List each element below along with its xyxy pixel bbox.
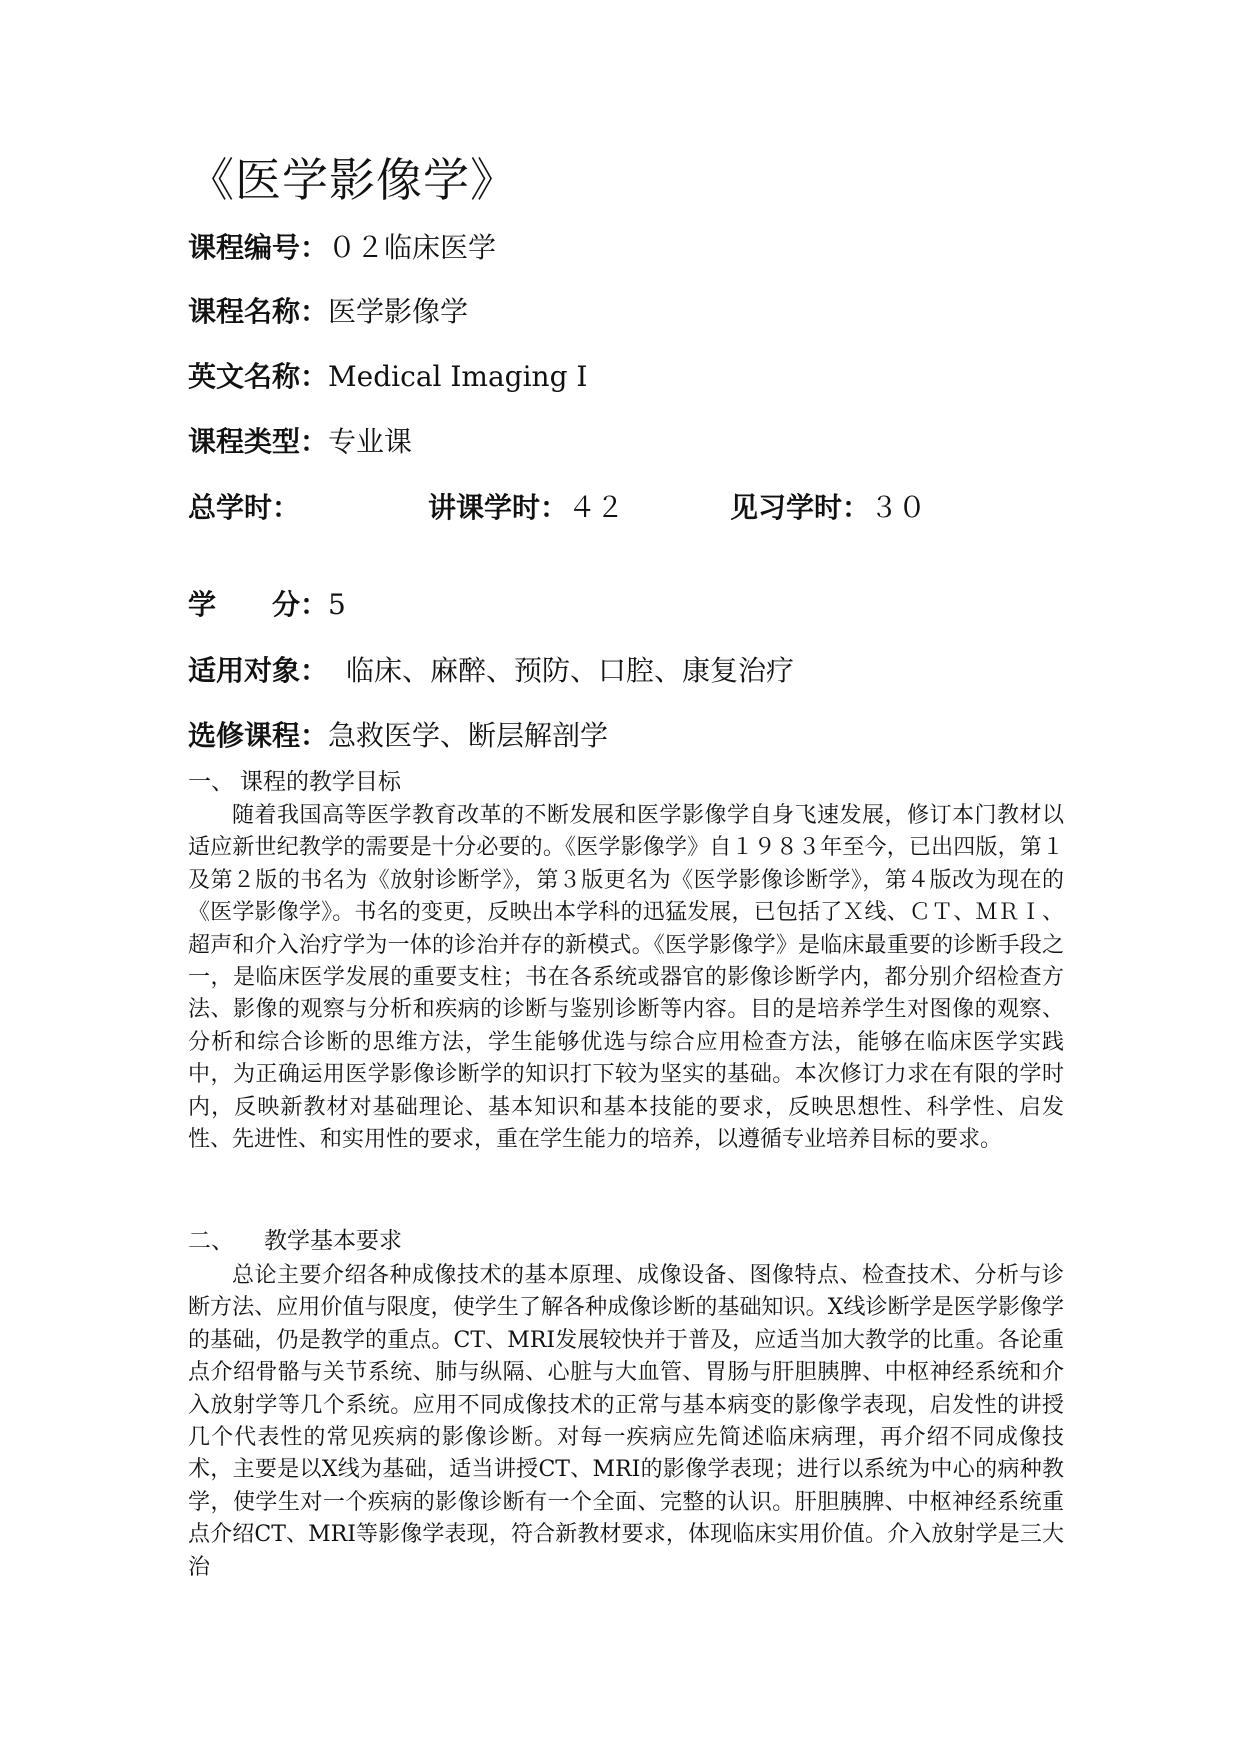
credits-label: 学 分： — [188, 588, 329, 621]
course-code-field — [188, 228, 496, 268]
audience-value: 临床、麻醉、预防、口腔、康复治疗 — [346, 654, 795, 687]
english-name-field — [188, 357, 587, 397]
section-title: 教学基本要求 — [264, 1228, 402, 1254]
practice-hours-field — [730, 488, 926, 528]
audience-label: 适用对象： — [188, 654, 329, 687]
section-heading-requirements — [188, 1225, 402, 1257]
total-hours-field — [188, 488, 300, 528]
credits-field — [188, 585, 346, 625]
course-type-field — [188, 422, 412, 462]
course-type-label: 课程类型： — [188, 425, 329, 458]
electives-label: 选修课程： — [188, 719, 329, 752]
section-heading-objectives — [188, 766, 401, 798]
english-name-label: 英文名称： — [188, 360, 329, 393]
document-title: 《医学影像学》 — [188, 153, 517, 207]
section-paragraph-requirements: 总论主要介绍各种成像技术的基本原理、成像设备、图像特点、检查技术、分析与诊断方法、应用价值与限度，使学生了解各种成像诊断的基础知识。X线诊断学是医学影像学的基础，仍是教学的重点。CT、MRI发展较快并于普及，应适当加大教学的比重。各论重点介绍骨骼与关节系统、肺与纵隔、心脏与大血管、胃肠与肝胆胰脾、中枢神经系统和介入放射学等几个系统。应用不同成像技术的正常与基本病变的影像学表现，启发性的讲授几个代表性的常见疾病的影像诊断。对每一疾病应先简述临床病理，再介绍不同成像技术，主要是以X线为基础，适当讲授CT、MRI的影像学表现；进行以系统为中心的病种教学，使学生对一个疾病的影像诊断有一个全面、完整的认识。肝胆胰脾、中枢神经系统重点介绍CT、MRI等影像学表现，符合新教材要求，体现临床实用价值。介入放射学是三大治 — [188, 1263, 1064, 1580]
section-title: 课程的教学目标 — [240, 769, 401, 795]
course-code-value: ０２临床医学 — [328, 231, 497, 264]
electives-field — [188, 716, 608, 756]
section-number: 一、 — [188, 769, 234, 795]
lecture-hours-label: 讲课学时： — [428, 491, 569, 524]
section-number: 二、 — [188, 1228, 234, 1254]
course-code-label: 课程编号： — [188, 231, 329, 264]
audience-field — [188, 651, 794, 691]
section-paragraph-objectives: 随着我国高等医学教育改革的不断发展和医学影像学自身飞速发展，修订本门教材以适应新世纪教学的需要是十分必要的。《医学影像学》自１９８３年至今，已出四版，第１及第２版的书名为《放射诊断学》，第３版更名为《医学影像诊断学》，第４版改为现在的《医学影像学》。书名的变更，反映出本学科的迅猛发展，已包括了Ｘ线、ＣＴ、ＭＲＩ、超声和介入治疗学为一体的诊治并存的新模式。《医学影像学》是临床最重要的诊断手段之一，是临床医学发展的重要支柱；书在各系统或器官的影像诊断学内，都分别介绍检查方法、影像的观察与分析和疾病的诊断与鉴别诊断等内容。目的是培养学生对图像的观察、分析和综合诊断的思维方法，学生能够优选与综合应用检查方法，能够在临床医学实践中，为正确运用医学影像诊断学的知识打下较为坚实的基础。本次修订力求在有限的学时内，反映新教材对基础理论、基本知识和基本技能的要求，反映思想性、科学性、启发性、先进性、和实用性的要求，重在学生能力的培养，以遵循专业培养目标的要求。 — [188, 803, 1064, 1153]
total-hours-label: 总学时： — [188, 491, 301, 524]
credits-value: 5 — [328, 588, 346, 621]
lecture-hours-field — [428, 488, 624, 528]
course-type-value: 专业课 — [328, 425, 413, 458]
practice-hours-value: ３０ — [870, 491, 927, 524]
course-name-value: 医学影像学 — [328, 295, 469, 328]
course-name-label: 课程名称： — [188, 295, 329, 328]
practice-hours-label: 见习学时： — [730, 491, 871, 524]
course-name-field — [188, 292, 468, 332]
lecture-hours-value: ４２ — [568, 491, 625, 524]
electives-value: 急救医学、断层解剖学 — [328, 719, 609, 752]
english-name-value: Medical Imaging I — [328, 360, 588, 393]
